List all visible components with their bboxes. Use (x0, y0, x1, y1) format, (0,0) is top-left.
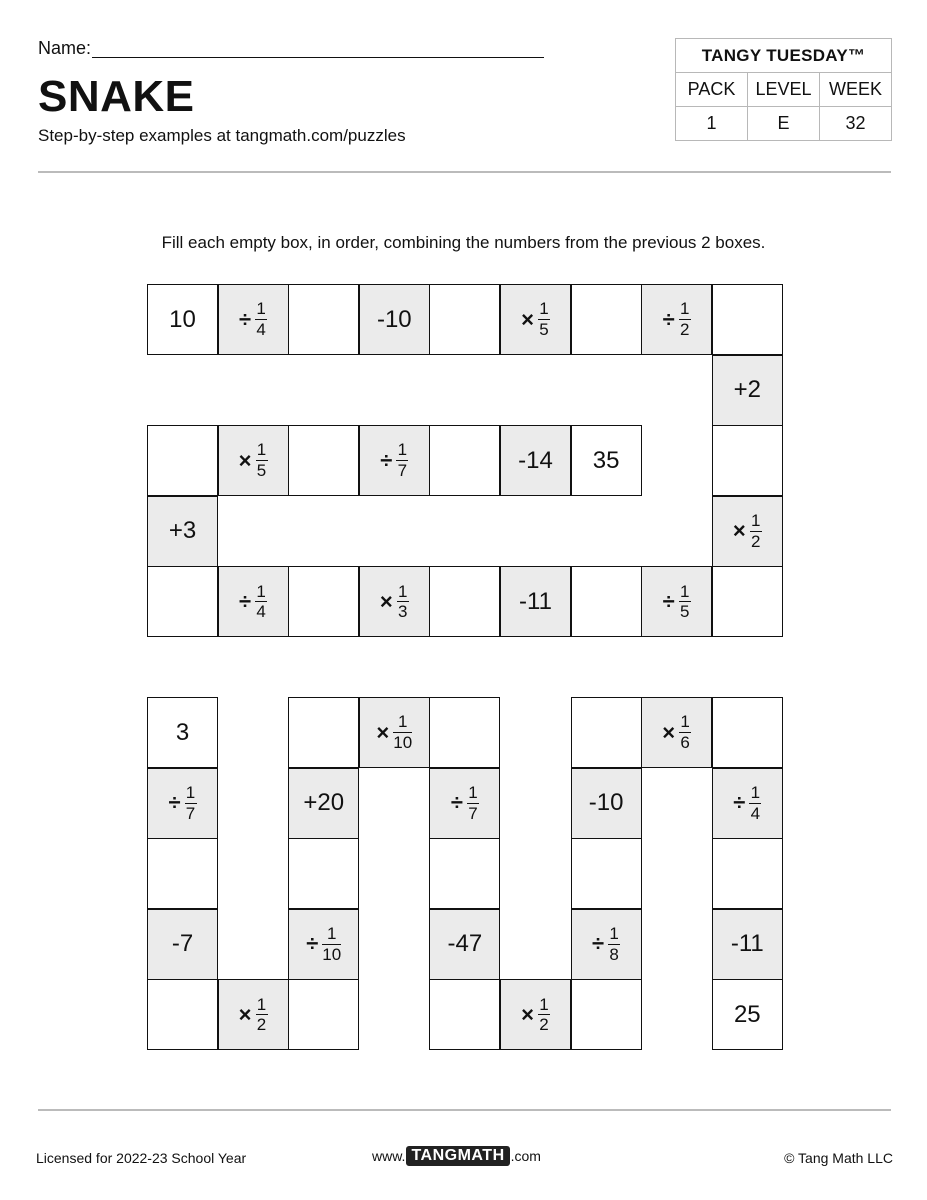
cell-value: -11 (730, 930, 764, 958)
fraction-denominator: 2 (256, 1015, 267, 1035)
top-divider (38, 171, 891, 173)
answer-box[interactable] (571, 566, 642, 637)
fraction-numerator: 1 (256, 581, 266, 601)
info-val-level: E (748, 107, 820, 141)
multiply-sign: × (238, 447, 252, 473)
fraction-denominator: 4 (256, 320, 266, 339)
given-number-cell (147, 284, 218, 355)
fraction-numerator: 1 (397, 440, 408, 460)
fraction (185, 784, 197, 823)
operation-cell (641, 284, 712, 355)
fraction-numerator: 1 (185, 782, 196, 802)
cell-value: -47 (447, 930, 483, 958)
footer-url[interactable] (372, 1146, 541, 1166)
license-text: Licensed for 2022-23 School Year (36, 1150, 247, 1166)
fraction-denominator: 3 (397, 602, 408, 622)
fraction-denominator: 4 (256, 602, 266, 622)
multiply-sign: × (238, 1001, 252, 1027)
answer-box[interactable] (429, 838, 500, 909)
fraction-numerator: 1 (750, 510, 761, 530)
cell-value: -11 (519, 587, 552, 615)
divide-sign: ÷ (239, 588, 252, 614)
page-title: SNAKE (38, 72, 195, 121)
info-col-level: LEVEL (748, 73, 820, 107)
divide-sign: ÷ (306, 931, 319, 957)
tangmath-logo: TANGMATH (406, 1146, 509, 1166)
name-line[interactable] (92, 57, 544, 58)
operation-cell (218, 566, 289, 637)
cell-value: +20 (303, 789, 345, 817)
fraction-numerator: 1 (679, 299, 690, 319)
divide-sign: ÷ (450, 790, 463, 816)
cell-value: 3 (175, 718, 190, 746)
answer-box[interactable] (429, 697, 500, 768)
divide-sign: ÷ (592, 931, 605, 957)
fraction-denominator: 2 (750, 531, 761, 551)
fraction-numerator: 1 (256, 994, 267, 1014)
answer-box[interactable] (712, 697, 783, 768)
operation-cell (147, 909, 218, 980)
fraction-denominator: 10 (322, 944, 342, 964)
operation-cell (429, 909, 500, 980)
fraction (750, 512, 762, 551)
fraction-denominator: 8 (609, 944, 619, 964)
bottom-divider (38, 1109, 891, 1111)
given-number-cell (712, 979, 783, 1050)
fraction-denominator: 4 (750, 803, 761, 823)
fraction-denominator: 6 (680, 733, 690, 752)
info-table (675, 38, 892, 141)
cell-value: 25 (733, 1000, 761, 1028)
operation-cell (641, 566, 712, 637)
fraction (256, 441, 268, 480)
answer-box[interactable] (288, 979, 359, 1050)
fraction (467, 784, 479, 823)
fraction-numerator: 1 (256, 299, 266, 319)
operation-cell (500, 284, 571, 355)
cell-value: +3 (168, 517, 197, 545)
cell-value: -10 (588, 789, 624, 817)
instructions: Fill each empty box, in order, combining the numbers from the previous 2 boxes. (161, 233, 766, 252)
name-label: Name: (38, 38, 92, 58)
subtitle: Step-by-step examples at tangmath.com/puzzles (38, 126, 406, 145)
cell-value: -14 (518, 446, 553, 474)
fraction (608, 925, 620, 964)
answer-box[interactable] (429, 566, 500, 637)
fraction-numerator: 1 (539, 299, 549, 319)
fraction-denominator: 7 (397, 461, 408, 481)
fraction-numerator: 1 (680, 712, 690, 732)
info-table-title: TANGY TUESDAY™ (676, 39, 892, 73)
answer-box[interactable] (712, 425, 783, 496)
operation-cell (571, 909, 642, 980)
fraction-denominator: 10 (393, 733, 413, 752)
cell-value: -10 (376, 305, 412, 333)
operation-cell (429, 768, 500, 839)
fraction-denominator: 5 (679, 602, 690, 622)
fraction (255, 583, 267, 622)
answer-box[interactable] (288, 697, 359, 768)
answer-box[interactable] (571, 979, 642, 1050)
answer-box[interactable] (712, 284, 783, 355)
answer-box[interactable] (712, 838, 783, 909)
multiply-sign: × (662, 719, 676, 745)
fraction (256, 996, 268, 1035)
fraction (393, 713, 412, 752)
fraction-numerator: 1 (397, 712, 408, 732)
operation-cell (500, 566, 571, 637)
multiply-sign: × (521, 306, 534, 332)
fraction (538, 300, 550, 339)
fraction-numerator: 1 (539, 994, 549, 1014)
answer-box[interactable] (429, 979, 500, 1050)
operation-cell (218, 979, 289, 1050)
fraction-numerator: 1 (326, 923, 337, 943)
divide-sign: ÷ (662, 588, 675, 614)
divide-sign: ÷ (733, 790, 746, 816)
fraction (322, 925, 341, 964)
info-col-week: WEEK (820, 73, 892, 107)
info-val-pack: 1 (676, 107, 748, 141)
answer-box[interactable] (288, 425, 359, 496)
divide-sign: ÷ (662, 306, 675, 332)
fraction-numerator: 1 (609, 923, 619, 943)
url-suffix: .com (510, 1148, 541, 1164)
answer-box[interactable] (288, 566, 359, 637)
fraction (255, 300, 267, 339)
fraction-numerator: 1 (468, 782, 478, 802)
fraction (538, 996, 550, 1035)
fraction-denominator: 2 (539, 1015, 549, 1035)
answer-box[interactable] (571, 284, 642, 355)
fraction-denominator: 7 (468, 803, 478, 823)
operation-cell (288, 909, 359, 980)
operation-cell (712, 768, 783, 839)
info-col-pack: PACK (676, 73, 748, 107)
given-number-cell (571, 425, 642, 496)
multiply-sign: × (376, 719, 390, 745)
fraction-numerator: 1 (256, 440, 267, 460)
operation-cell (571, 768, 642, 839)
operation-cell (288, 768, 359, 839)
fraction-denominator: 2 (679, 320, 690, 339)
operation-cell (359, 425, 430, 496)
divide-sign: ÷ (239, 306, 252, 332)
answer-box[interactable] (147, 566, 218, 637)
cell-value: +2 (733, 376, 761, 404)
answer-box[interactable] (147, 838, 218, 909)
operation-cell (712, 496, 783, 567)
fraction-numerator: 1 (679, 581, 690, 601)
fraction (749, 784, 761, 823)
answer-box[interactable] (147, 425, 218, 496)
answer-box[interactable] (571, 697, 642, 768)
operation-cell (218, 425, 289, 496)
operation-cell (147, 496, 218, 567)
operation-cell (359, 284, 430, 355)
answer-box[interactable] (288, 838, 359, 909)
fraction-numerator: 1 (397, 581, 408, 601)
multiply-sign: × (521, 1001, 534, 1027)
answer-box[interactable] (147, 979, 218, 1050)
answer-box[interactable] (571, 838, 642, 909)
operation-cell (147, 768, 218, 839)
fraction (679, 300, 691, 339)
fraction (679, 713, 691, 752)
answer-box[interactable] (712, 566, 783, 637)
multiply-sign: × (732, 518, 746, 544)
answer-box[interactable] (429, 425, 500, 496)
url-prefix: www. (372, 1148, 406, 1164)
cell-value: -7 (171, 930, 194, 958)
operation-cell (359, 566, 430, 637)
divide-sign: ÷ (168, 790, 181, 816)
operation-cell (359, 697, 430, 768)
divide-sign: ÷ (380, 447, 393, 473)
operation-cell (500, 425, 571, 496)
operation-cell (218, 284, 289, 355)
fraction (397, 583, 409, 622)
copyright-text: © Tang Math LLC (784, 1150, 893, 1166)
answer-box[interactable] (288, 284, 359, 355)
fraction-numerator: 1 (750, 782, 761, 802)
answer-box[interactable] (429, 284, 500, 355)
fraction-denominator: 5 (539, 320, 549, 339)
operation-cell (500, 979, 571, 1050)
operation-cell (641, 697, 712, 768)
cell-value: 10 (169, 305, 196, 333)
info-val-week: 32 (820, 107, 892, 141)
multiply-sign: × (379, 588, 393, 614)
fraction (396, 441, 408, 480)
given-number-cell (147, 697, 218, 768)
cell-value: 35 (592, 446, 620, 474)
fraction (679, 583, 691, 622)
operation-cell (712, 909, 783, 980)
operation-cell (712, 355, 783, 426)
fraction-denominator: 7 (185, 803, 196, 823)
fraction-denominator: 5 (256, 461, 267, 481)
